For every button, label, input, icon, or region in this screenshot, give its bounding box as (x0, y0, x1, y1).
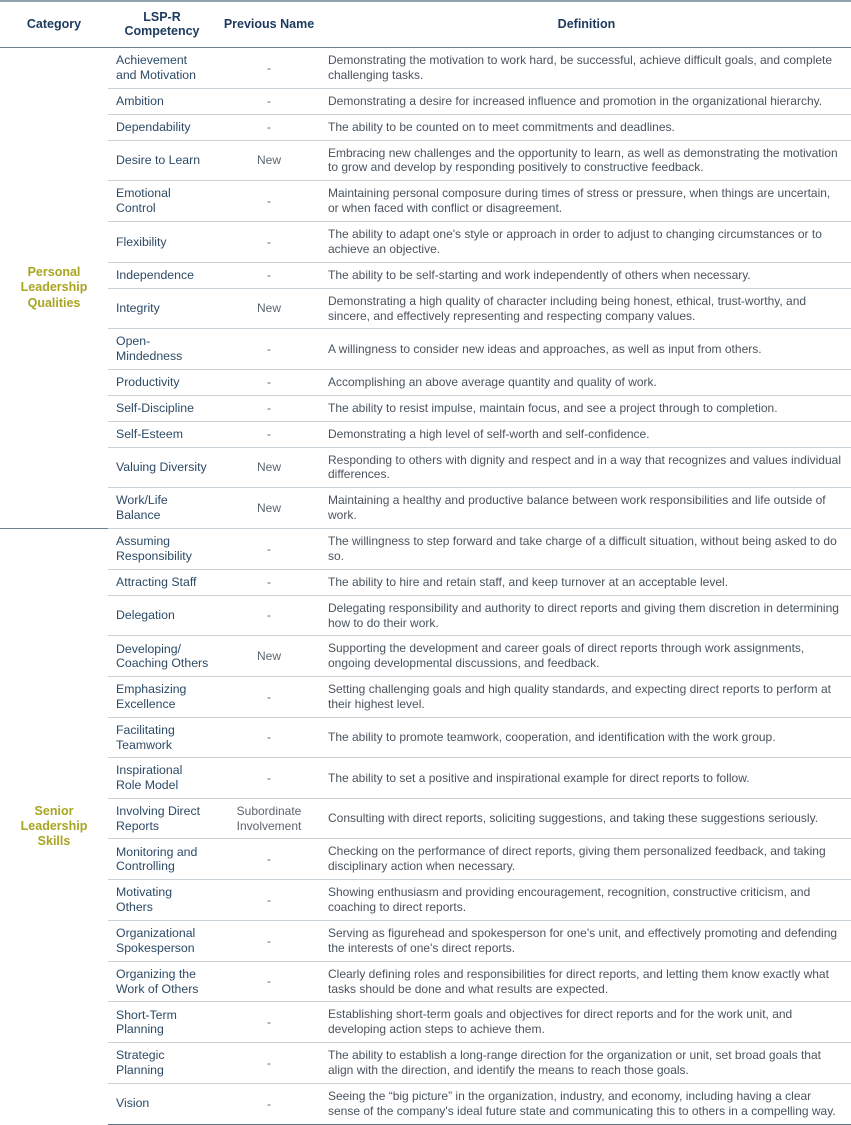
previous-name-cell: - (216, 369, 322, 395)
column-header-category: Category (0, 1, 108, 48)
definition-cell: The willingness to step forward and take charge of a difficult situation, without being asked to do so. (322, 529, 851, 570)
definition-cell: The ability to set a positive and inspirational example for direct reports to follow. (322, 758, 851, 799)
competency-name-cell: Attracting Staff (108, 569, 216, 595)
previous-name-cell: New (216, 140, 322, 181)
competency-name-cell: Vision (108, 1083, 216, 1124)
table-row (0, 329, 851, 370)
previous-name-cell: - (216, 1043, 322, 1084)
definition-cell: Showing enthusiasm and providing encouragement, recognition, constructive criticism, and coaching to direct reports. (322, 880, 851, 921)
previous-name-cell: - (216, 329, 322, 370)
previous-name-cell: - (216, 48, 322, 89)
competency-name-cell: Facilitating Teamwork (108, 717, 216, 758)
definition-cell: Seeing the “big picture” in the organization, industry, and economy, including having a clear sense of the company's ideal future state and communicating this to others in a compelling way. (322, 1083, 851, 1124)
competency-name-cell: Emphasizing Excellence (108, 677, 216, 718)
definition-cell: Setting challenging goals and high quality standards, and expecting direct reports to perform at their highest level. (322, 677, 851, 718)
competency-name-cell: Strategic Planning (108, 1043, 216, 1084)
definition-cell: Establishing short-term goals and objectives for direct reports and for the work unit, and developing action steps to achieve them. (322, 1002, 851, 1043)
competency-name-cell: Self-Esteem (108, 421, 216, 447)
competency-name-cell: Open-Mindedness (108, 329, 216, 370)
competency-name-cell: Short-Term Planning (108, 1002, 216, 1043)
previous-name-cell: New (216, 447, 322, 488)
competency-name-cell: Ambition (108, 88, 216, 114)
definition-cell: Clearly defining roles and responsibilities for direct reports, and letting them know exactly what tasks should be done and what results are expected. (322, 961, 851, 1002)
definition-cell: A willingness to consider new ideas and approaches, as well as input from others. (322, 329, 851, 370)
previous-name-cell: - (216, 1002, 322, 1043)
competency-name-cell: Delegation (108, 595, 216, 636)
previous-name-cell: - (216, 880, 322, 921)
table-row (0, 595, 851, 636)
table-row (0, 758, 851, 799)
table-body (0, 48, 851, 1125)
table-row (0, 1043, 851, 1084)
table-header (0, 1, 851, 48)
table-row (0, 395, 851, 421)
table-row (0, 717, 851, 758)
previous-name-cell: - (216, 88, 322, 114)
category-label-line3: Qualities (27, 295, 81, 310)
table-row (0, 529, 851, 570)
definition-cell: The ability to resist impulse, maintain focus, and see a project through to completion. (322, 395, 851, 421)
table-row (0, 1083, 851, 1124)
previous-name-cell: - (216, 395, 322, 421)
previous-name-cell: Subordinate Involvement (216, 798, 322, 839)
definition-cell: Checking on the performance of direct reports, giving them personalized feedback, and taking disciplinary action when necessary. (322, 839, 851, 880)
definition-cell: Maintaining a healthy and productive balance between work responsibilities and life outside of work. (322, 488, 851, 529)
competency-name-cell: Motivating Others (108, 880, 216, 921)
competency-name-cell: Organizing the Work of Others (108, 961, 216, 1002)
competency-name-cell: Self-Discipline (108, 395, 216, 421)
table-row (0, 114, 851, 140)
competency-name-cell: Productivity (108, 369, 216, 395)
table-row (0, 1002, 851, 1043)
previous-name-cell: - (216, 262, 322, 288)
table-row (0, 369, 851, 395)
table-row (0, 839, 851, 880)
table-row (0, 447, 851, 488)
previous-name-cell: - (216, 758, 322, 799)
header-row (0, 1, 851, 48)
definition-cell: Supporting the development and career goals of direct reports through work assignments, ongoing developmental discussions, and feedback. (322, 636, 851, 677)
column-header-previous-name: Previous Name (216, 1, 322, 48)
definition-cell: Maintaining personal composure during times of stress or pressure, when things are uncertain, or when faced with conflict or disagreement. (322, 181, 851, 222)
category-cell-senior-leadership-skills (0, 529, 108, 1125)
column-header-definition: Definition (322, 1, 851, 48)
competency-name-cell: Involving Direct Reports (108, 798, 216, 839)
table-row (0, 262, 851, 288)
previous-name-cell: - (216, 839, 322, 880)
table-row (0, 140, 851, 181)
competency-name-cell: Integrity (108, 288, 216, 329)
competency-name-cell: Work/Life Balance (108, 488, 216, 529)
definition-cell: The ability to establish a long-range direction for the organization or unit, set broad goals that align with the direction, and identify the means to reach those goals. (322, 1043, 851, 1084)
previous-name-cell: - (216, 222, 322, 263)
previous-name-cell: - (216, 1083, 322, 1124)
table-row (0, 569, 851, 595)
table-row (0, 798, 851, 839)
table-row (0, 636, 851, 677)
competency-name-cell: Organizational Spokesperson (108, 920, 216, 961)
definition-cell: Demonstrating a desire for increased influence and promotion in the organizational hierarchy. (322, 88, 851, 114)
table-row (0, 920, 851, 961)
category-cell-personal-leadership-qualities (0, 48, 108, 529)
previous-name-cell: - (216, 920, 322, 961)
competency-name-cell: Emotional Control (108, 181, 216, 222)
definition-cell: Accomplishing an above average quantity and quality of work. (322, 369, 851, 395)
category-label-line2: Leadership (20, 280, 88, 295)
competency-name-cell: Developing/ Coaching Others (108, 636, 216, 677)
category-label-line2: Leadership (20, 818, 88, 833)
previous-name-cell: - (216, 677, 322, 718)
previous-name-cell: - (216, 181, 322, 222)
previous-name-cell: - (216, 569, 322, 595)
competency-name-cell: Achievement and Motivation (108, 48, 216, 89)
previous-name-cell: New (216, 636, 322, 677)
previous-name-cell: - (216, 961, 322, 1002)
table-row (0, 880, 851, 921)
previous-name-cell: - (216, 529, 322, 570)
previous-name-cell: New (216, 288, 322, 329)
definition-cell: The ability to promote teamwork, cooperation, and identification with the work group. (322, 717, 851, 758)
competency-name-cell: Independence (108, 262, 216, 288)
definition-cell: Delegating responsibility and authority to direct reports and giving them discretion in determining how to do their work. (322, 595, 851, 636)
definition-cell: Responding to others with dignity and respect and in a way that recognizes and values individual differences. (322, 447, 851, 488)
category-label-line1: Senior (34, 803, 74, 818)
competency-name-cell: Flexibility (108, 222, 216, 263)
definition-cell: Embracing new challenges and the opportunity to learn, as well as demonstrating the motivation to grow and develop by responding positively to constructive feedback. (322, 140, 851, 181)
table-row (0, 288, 851, 329)
previous-name-cell: - (216, 114, 322, 140)
column-header-competency-line2: Competency (124, 24, 200, 38)
definition-cell: The ability to adapt one's style or approach in order to adjust to changing circumstances or to achieve an objective. (322, 222, 851, 263)
definition-cell: Demonstrating a high level of self-worth and self-confidence. (322, 421, 851, 447)
definition-cell: The ability to be counted on to meet commitments and deadlines. (322, 114, 851, 140)
table-row (0, 488, 851, 529)
previous-name-cell: New (216, 488, 322, 529)
definition-cell: Demonstrating the motivation to work hard, be successful, achieve difficult goals, and complete challenging tasks. (322, 48, 851, 89)
competency-name-cell: Inspirational Role Model (108, 758, 216, 799)
previous-name-cell: - (216, 421, 322, 447)
definition-cell: The ability to be self-starting and work independently of others when necessary. (322, 262, 851, 288)
table-row (0, 421, 851, 447)
table-row (0, 677, 851, 718)
competency-name-cell: Assuming Responsibility (108, 529, 216, 570)
definition-cell: The ability to hire and retain staff, and keep turnover at an acceptable level. (322, 569, 851, 595)
competency-name-cell: Valuing Diversity (108, 447, 216, 488)
competency-name-cell: Dependability (108, 114, 216, 140)
table-row (0, 181, 851, 222)
definition-cell: Serving as figurehead and spokesperson for one's unit, and effectively promoting and defending the interests of one's direct reports. (322, 920, 851, 961)
column-header-competency (108, 1, 216, 48)
table-row (0, 961, 851, 1002)
table-row (0, 222, 851, 263)
category-label-line1: Personal (27, 265, 81, 280)
competency-name-cell: Desire to Learn (108, 140, 216, 181)
definition-cell: Demonstrating a high quality of character including being honest, ethical, trust-worthy, and sincere, and effectively representing and respecting company values. (322, 288, 851, 329)
table-row (0, 48, 851, 89)
previous-name-cell: - (216, 717, 322, 758)
previous-name-cell: - (216, 595, 322, 636)
definition-cell: Consulting with direct reports, soliciting suggestions, and taking these suggestions seriously. (322, 798, 851, 839)
column-header-competency-line1: LSP-R (143, 10, 181, 24)
table-row (0, 88, 851, 114)
category-label-line3: Skills (37, 834, 71, 849)
competency-name-cell: Monitoring and Controlling (108, 839, 216, 880)
